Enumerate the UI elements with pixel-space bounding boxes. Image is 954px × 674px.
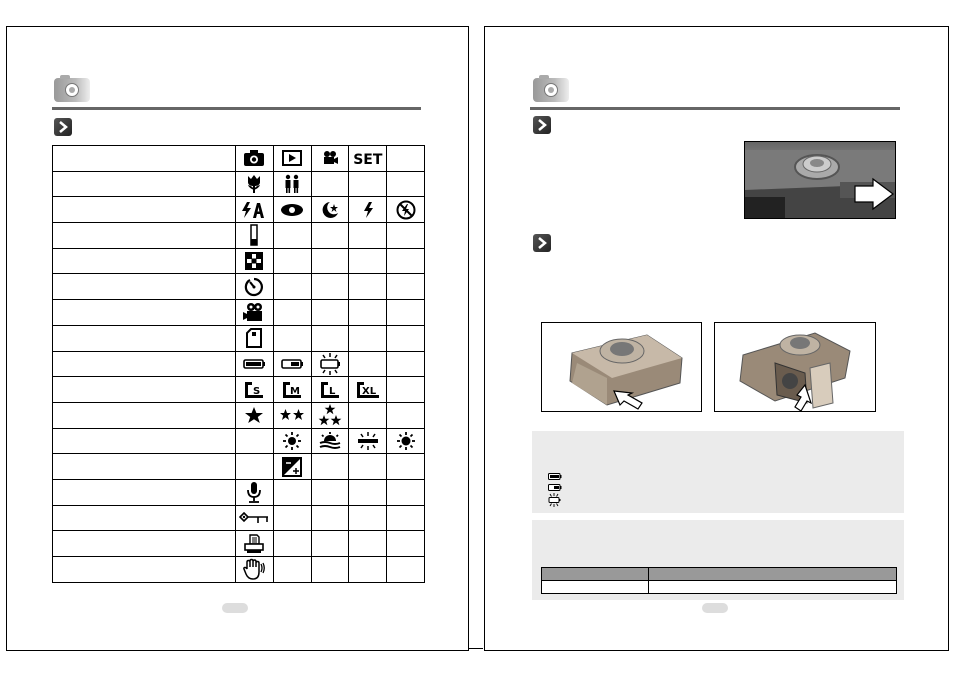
battery-full-icon bbox=[548, 473, 562, 480]
battery-spec-table bbox=[541, 567, 897, 594]
battery-half-icon bbox=[548, 484, 562, 491]
table-row bbox=[53, 146, 425, 172]
table-row bbox=[53, 402, 425, 428]
quality-one-star-icon bbox=[244, 406, 264, 424]
camera-mode-icon bbox=[243, 149, 265, 167]
icon-reference-table bbox=[52, 145, 425, 583]
table-row bbox=[53, 274, 425, 300]
wb-sunny-icon bbox=[282, 431, 302, 451]
svg-text:S: S bbox=[253, 385, 261, 397]
table-row bbox=[53, 223, 425, 249]
table-header-row bbox=[542, 568, 897, 581]
svg-text:XL: XL bbox=[361, 385, 376, 397]
table-row bbox=[53, 377, 425, 403]
table-row bbox=[53, 557, 425, 583]
battery-full-icon bbox=[243, 359, 265, 369]
table-row bbox=[53, 351, 425, 377]
table-row bbox=[53, 171, 425, 197]
protect-key-icon bbox=[239, 512, 269, 524]
digital-zoom-bar-icon bbox=[250, 224, 258, 246]
table-row bbox=[53, 531, 425, 557]
arrow-right-icon bbox=[533, 116, 551, 134]
svg-text:M: M bbox=[290, 385, 301, 397]
page-gutter bbox=[468, 648, 483, 649]
page-number-badge bbox=[702, 603, 728, 613]
checker-pattern-icon bbox=[245, 252, 263, 270]
flash-on-icon bbox=[362, 201, 374, 219]
sd-card-icon bbox=[246, 328, 262, 348]
camera-top-slide-photo bbox=[744, 141, 896, 219]
anti-shake-hand-icon bbox=[242, 558, 266, 580]
battery-empty-icon bbox=[318, 353, 342, 375]
quality-three-stars-icon bbox=[318, 404, 342, 426]
size-cs-icon bbox=[243, 380, 265, 400]
exposure-comp-icon bbox=[282, 457, 302, 477]
table-row bbox=[542, 581, 897, 594]
flash-auto-icon bbox=[241, 201, 267, 219]
portrait-people-icon bbox=[283, 174, 301, 194]
camera-icon bbox=[54, 78, 90, 102]
page-number-badge bbox=[222, 603, 248, 613]
table-row bbox=[53, 325, 425, 351]
table-row bbox=[53, 454, 425, 480]
flash-off-icon bbox=[396, 200, 416, 220]
table-row bbox=[53, 197, 425, 223]
battery-half-icon bbox=[281, 359, 303, 369]
table-row bbox=[53, 428, 425, 454]
voice-memo-mic-icon bbox=[246, 481, 262, 503]
wb-sunset-icon bbox=[319, 432, 341, 450]
section-rule bbox=[52, 107, 421, 110]
wb-tungsten-icon bbox=[396, 431, 416, 451]
set-mode-icon: SET bbox=[353, 151, 383, 168]
table-row bbox=[53, 248, 425, 274]
size-xl-icon bbox=[355, 380, 381, 400]
battery-door-open-photo bbox=[541, 322, 702, 412]
size-cm-icon bbox=[281, 380, 303, 400]
arrow-right-icon bbox=[54, 118, 72, 136]
video-mode-icon bbox=[321, 150, 339, 166]
battery-note-panel bbox=[532, 431, 904, 513]
table-row bbox=[53, 505, 425, 531]
dpof-print-icon bbox=[244, 534, 264, 554]
battery-insert-photo bbox=[714, 322, 876, 412]
size-cl-icon bbox=[319, 380, 341, 400]
quality-two-stars-icon bbox=[279, 408, 305, 422]
self-timer-icon bbox=[244, 277, 264, 297]
wb-fluorescent-icon bbox=[357, 431, 379, 451]
macro-tulip-icon bbox=[245, 174, 263, 194]
arrow-right-icon bbox=[533, 234, 551, 252]
playback-mode-icon bbox=[282, 150, 302, 166]
section-rule bbox=[530, 107, 900, 110]
movie-camera-icon bbox=[242, 302, 266, 322]
battery-empty-icon bbox=[547, 493, 562, 507]
svg-text:L: L bbox=[328, 385, 336, 397]
table-row bbox=[53, 300, 425, 326]
red-eye-icon bbox=[280, 203, 304, 217]
night-mode-icon bbox=[320, 201, 340, 219]
table-row bbox=[53, 479, 425, 505]
camera-icon bbox=[533, 78, 569, 102]
